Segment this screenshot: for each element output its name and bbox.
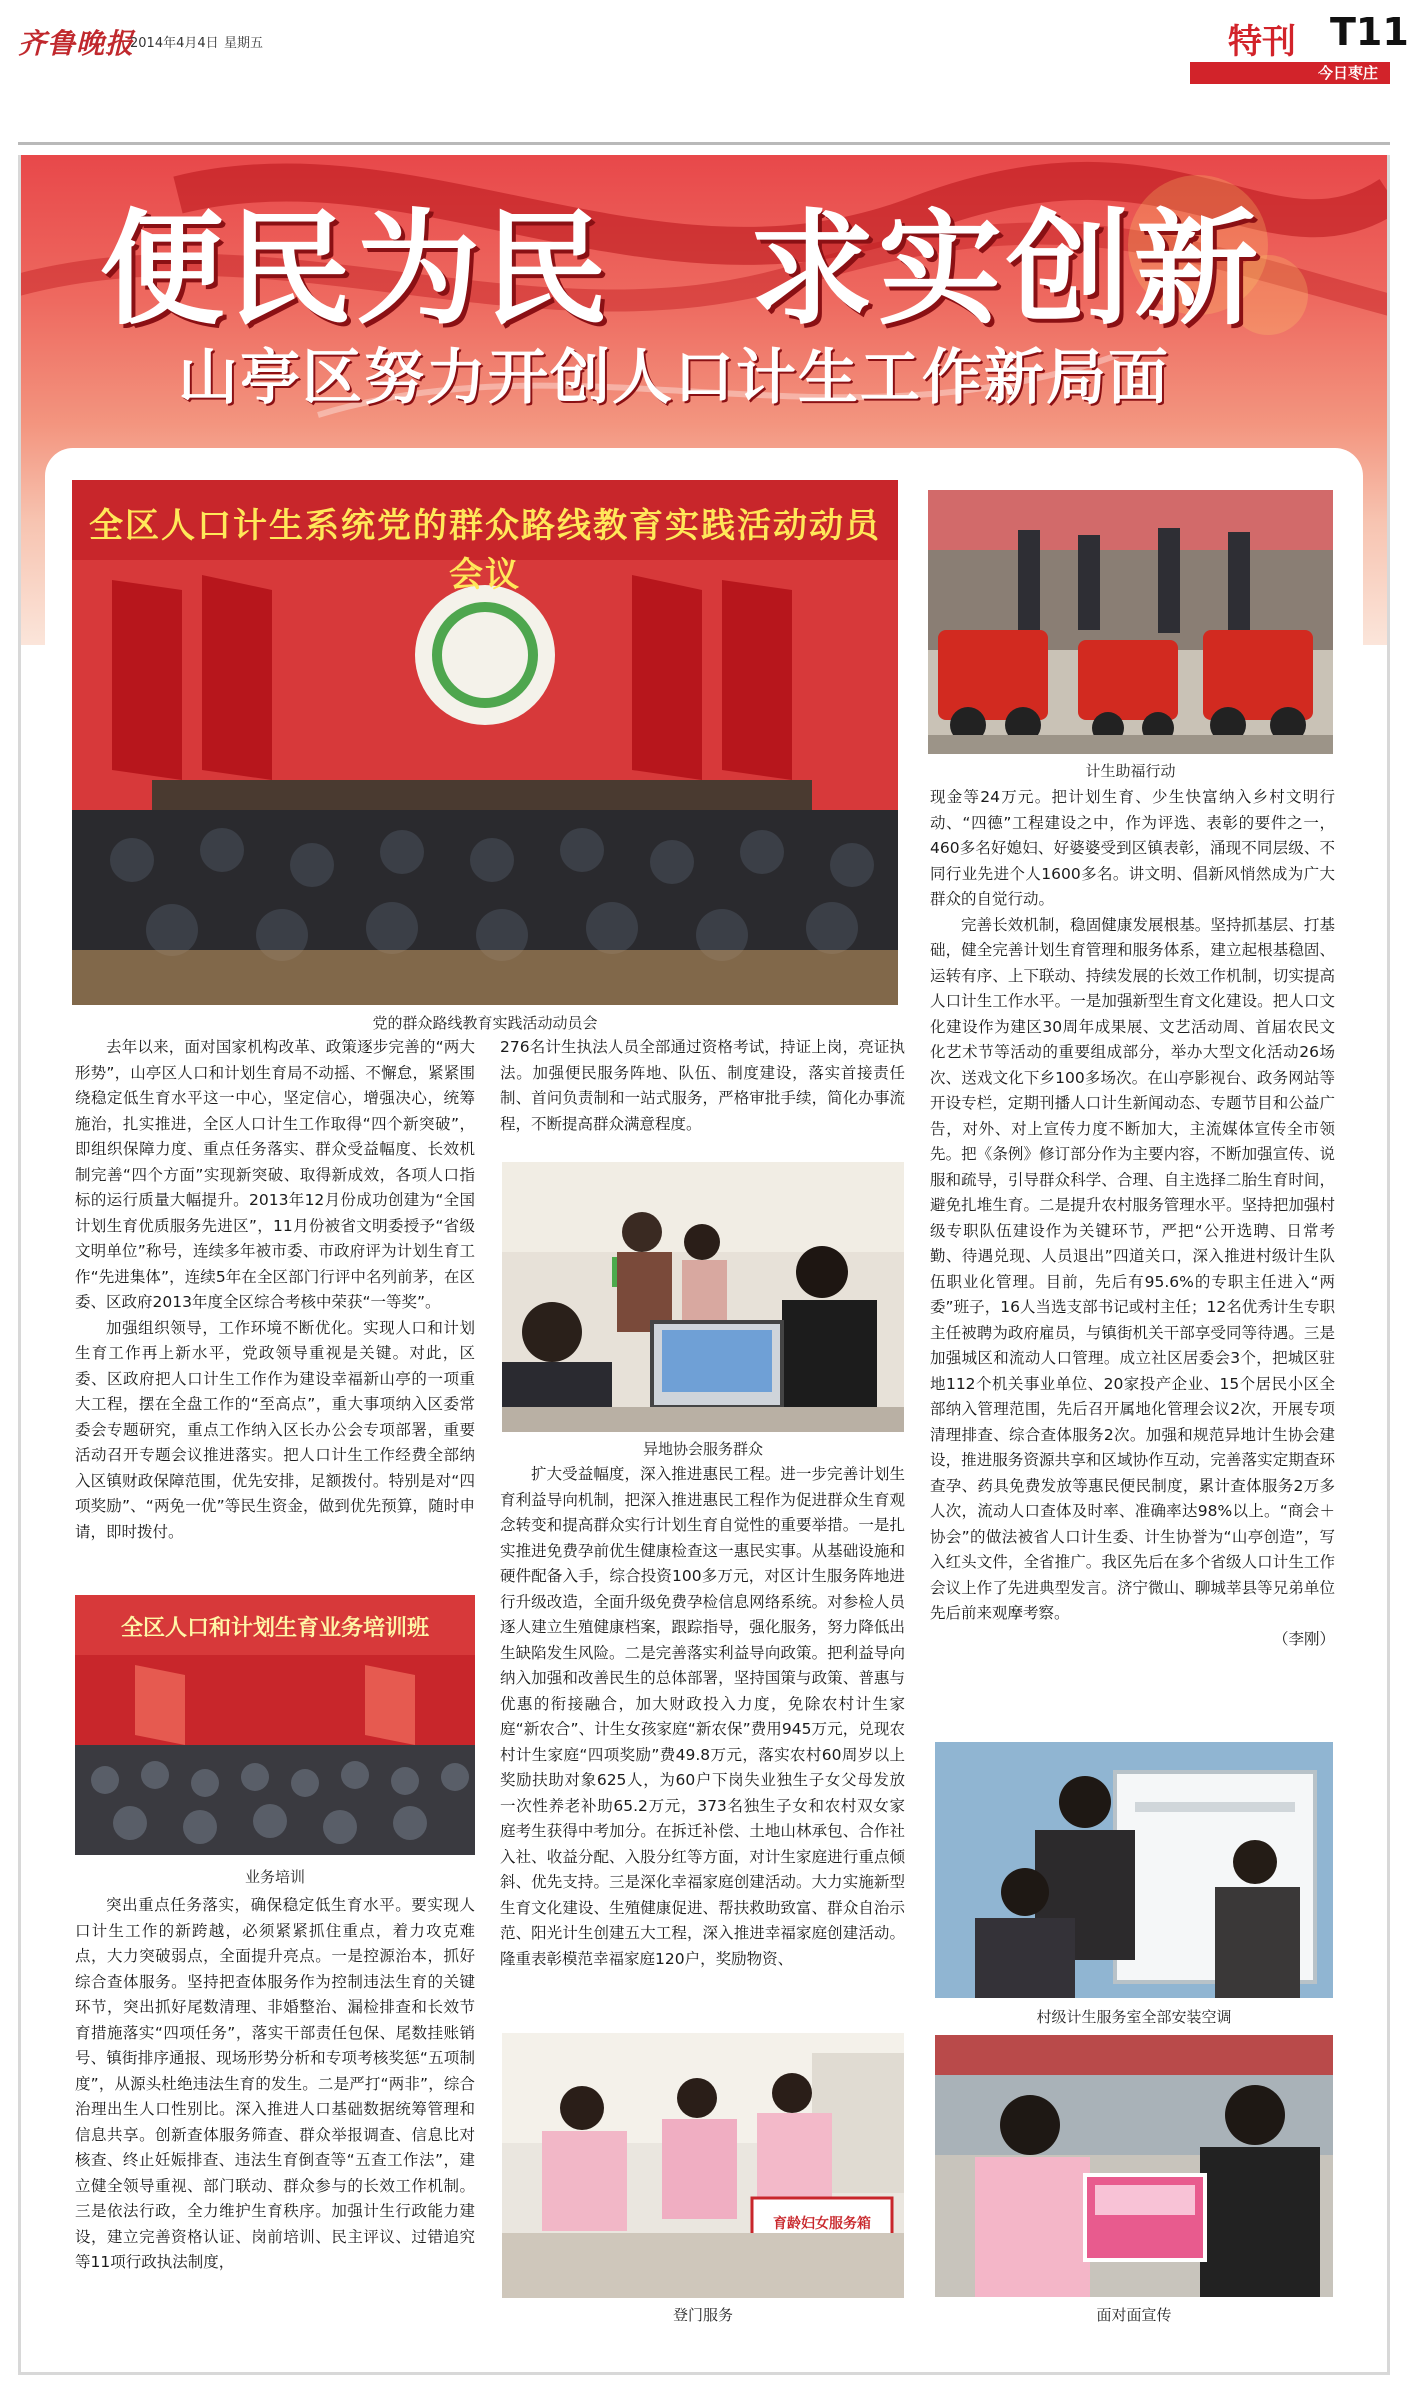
caption-home: 登门服务 [672, 2306, 733, 2324]
photo-mobilization-meeting [72, 480, 898, 1005]
paragraph: 现金等24万元。把计划生育、少生快富纳入乡村文明行动、“四德”工程建设之中，作为评选、表彰的要件之一，460多名好媳妇、好婆婆受到区镇表彰，涌现不同层级、不同行业先进个人1600多名。讲文明、倡新风悄然成为广大群众的自觉行动。 [930, 788, 1335, 908]
meeting-banner-text: 全区人口计生系统党的群众路线教育实践活动动员会议 [89, 506, 881, 595]
headline-right: 求实创新 [750, 198, 1263, 342]
service-box-label: 育龄妇女服务箱 [773, 2216, 871, 2232]
training-banner-text: 全区人口和计划生育业务培训班 [120, 1616, 429, 1641]
subheadline: 山亭区努力开创人口计生工作新局面 [178, 343, 1170, 413]
photo-assist-action [928, 490, 1333, 754]
aircon-photo-drawing [935, 1742, 1333, 1998]
article-col2-middle [500, 1462, 905, 1972]
caption-training: 业务培训 [244, 1868, 305, 1886]
issue-date: 2014年4月4日 [130, 36, 219, 51]
facetoface-photo-drawing [935, 2035, 1333, 2297]
paragraph: 去年以来，面对国家机构改革、政策逐步完善的“两大形势”，山亭区人口和计划生育局不动摇、不懈怠，紧紧围绕稳定低生育水平这一中心，坚定信心，增强决心，统筹施治，扎实推进，全区人口计生工作取得“四个新突破”，即组织保障力度、重点任务落实、群众受益幅度、长效机制完善“四个方面”实现新突破、取得新成效，各项人口指标的运行质量大幅提升。2013年12月份成功创建为“全国计划生育优质服务先进区”，11月份被省文明委授予“省级文明单位”称号，连续多年被市委、市政府评为计划生育工作“先进集体”，连续5年在全区部门行评中名列前茅，在区委、区政府2013年度全区综合考核中荣获“一等奖”。 [75, 1038, 475, 1311]
paragraph: 突出重点任务落实，确保稳定低生育水平。要实现人口计生工作的新跨越，必须紧紧抓住重点，着力攻克难点，大力突破弱点，全面提升亮点。一是控源治本，抓好综合查体服务。坚持把查体服务作为控制违法生育的关键环节，突出抓好尾数清理、非婚整治、漏检排查和长效节育措施落实“四项任务”，落实干部责任包保、尾数挂账销号、镇街排序通报、现场形势分析和专项考核奖惩“五项制度”，从源头杜绝违法生育的发生。二是严打“两非”，综合治理出生人口性别比。深入推进人口基础数据统筹管理和信息共享。创新查体服务筛查、群众举报调查、信息比对核查、终止妊娠排查、违法生育倒查等“五查工作法”，建立健全领导重视、部门联动、群众参与的长效工作机制。三是依法行政，全力维护生育秩序。加强计生行政能力建设，建立完善资格认证、岗前培训、民主评议、过错追究等11项行政执法制度， [75, 1896, 475, 2271]
section-name: 特刊 [1228, 22, 1296, 62]
photo-home-service [502, 2033, 904, 2298]
paragraph: 扩大受益幅度，深入推进惠民工程。进一步完善计划生育利益导向机制，把深入推进惠民工程作为促进群众生育观念转变和提高群众实行计划生育自觉性的重要举措。一是扎实推进免费孕前优生健康检查这一惠民实事。从基础设施和硬件配备入手，综合投资100多万元，对区计生服务阵地进行升级改造，全面升级免费孕检信息网络系统。对参检人员逐人建立生殖健康档案，跟踪指导，强化服务，努力降低出生缺陷发生风险。二是完善落实利益导向政策。把利益导向纳入加强和改善民生的总体部署，坚持国策与政策、普惠与优惠的衔接融合，加大财政投入力度，免除农村计生家庭“新农合”、计生女孩家庭“新农保”费用945万元，兑现农村计生家庭“四项奖励”费49.8万元，落实农村60周岁以上奖励扶助对象625人，为60户下岗失业独生子女父母发放一次性养老补助65.2万元，373名独生子女和农村双女家庭考生获得中考加分。在拆迁补偿、土地山林承包、合作社入社、收益分配、入股分红等方面，对计生家庭进行重点倾斜、优先支持。三是深化幸福家庭创建活动。大力实施新型生育文化建设、生殖健康促进、帮扶救助致富、群众自治示范、阳光计生创建五大工程，深入推进幸福家庭创建活动。隆重表彰模范幸福家庭120户，奖励物资、 [500, 1465, 905, 1968]
service-photo-drawing [502, 1162, 904, 1432]
paragraph: 完善长效机制，稳固健康发展根基。坚持抓基层、打基础，健全完善计划生育管理和服务体系，建立起根基稳固、运转有序、上下联动、持续发展的长效工作机制，切实提高人口计生工作水平。一是加强新型生育文化建设。把人口文化建设作为建区30周年成果展、文艺活动周、首届农民文化艺术节等活动的重要组成部分，举办大型文化活动26场次、送戏文化下乡100多场次。在山亭影视台、政务网站等开设专栏，定期刊播人口计生新闻动态、专题节目和公益广告，对外、对上宣传力度不断加大，主流媒体宣传全市领先。把《条例》修订部分作为主要内容，不断加强宣传、说服和疏导，引导群众科学、合理、自主选择二胎生育时间，避免扎堆生育。二是提升农村服务管理水平。坚持把加强村级专职队伍建设作为关键环节，严把“公开选聘、日常考勤、待遇兑现、人员退出”四道关口，深入推进村级计生队伍职业化管理。目前，先后有95.6%的专职主任进入“两委”班子，16人当选支部书记或村主任；12名优秀计生专职主任被聘为政府雇员，与镇街机关干部享受同等待遇。三是加强城区和流动人口管理。成立社区居委会3个，把城区驻地112个机关事业单位、20家投产企业、15个居民小区全部纳入管理范围，先后召开属地化管理会议2次，开展专项清理排查、综合查体服务2次。加强和规范异地计生协会建设，推进服务资源共享和区域协作互动，完善落实定期查环查孕、药具免费发放等惠民便民制度，累计查体服务2万多人次，流动人口查体及时率、准确率达98%以上。“商会＋协会”的做法被省人口计生委、计生协誉为“山亭创造”，写入红头文件，全省推广。我区先后在多个省级人口计生工作会议上作了先进典型发言。济宁微山、聊城莘县等兄弟单位先后前来观摩考察。 [930, 915, 1335, 1622]
subsection-tag: 今日枣庄 [1190, 62, 1390, 84]
page-number: T11 [1330, 10, 1409, 54]
article-col1-top [75, 1035, 475, 1545]
article-col3 [930, 785, 1335, 1652]
author-byline: （李刚） [1272, 1629, 1335, 1648]
caption-service: 异地协会服务群众 [642, 1440, 763, 1458]
caption-aircon: 村级计生服务室全部安装空调 [1036, 2008, 1232, 2026]
caption-facetoface: 面对面宣传 [1096, 2306, 1172, 2324]
photo-face-to-face [935, 2035, 1333, 2297]
caption-meeting: 党的群众路线教育实践活动动员会 [372, 1014, 598, 1032]
article-col2-top [500, 1035, 905, 1137]
assist-photo-drawing [928, 490, 1333, 754]
photo-training [75, 1595, 475, 1855]
photo-service-masses [502, 1162, 904, 1432]
headline-left: 便民为民 [100, 198, 613, 342]
issue-weekday: 星期五 [224, 36, 264, 51]
paragraph: 276名计生执法人员全部通过资格考试，持证上岗，亮证执法。加强便民服务阵地、队伍、制度建设，落实首接责任制、首问负责制和一站式服务，严格审批手续，简化办事流程，不断提高群众满意程度。 [500, 1038, 905, 1133]
photo-air-conditioner [935, 1742, 1333, 1998]
header-rule [18, 142, 1390, 145]
paper-logo: 齐鲁晚报 [18, 27, 135, 60]
caption-assist: 计生助福行动 [1085, 762, 1176, 780]
paragraph: 加强组织领导，工作环境不断优化。实现人口和计划生育工作再上新水平，党政领导重视是关键。对此，区委、区政府把人口计生工作作为建设幸福新山亭的一项重大工程，摆在全盘工作的“至高点”，重大事项纳入区委常委会专题研究，重点工作纳入区长办公会专项部署，重要活动召开专题会议推进落实。把人口计生工作经费全部纳入区镇财政保障范围，优先安排，足额拨付。特别是对“四项奖励”、“两免一优”等民生资金，做到优先预算，随时申请，即时拨付。 [75, 1318, 475, 1541]
home-photo-drawing [502, 2033, 904, 2298]
article-col1-bottom [75, 1893, 475, 2276]
